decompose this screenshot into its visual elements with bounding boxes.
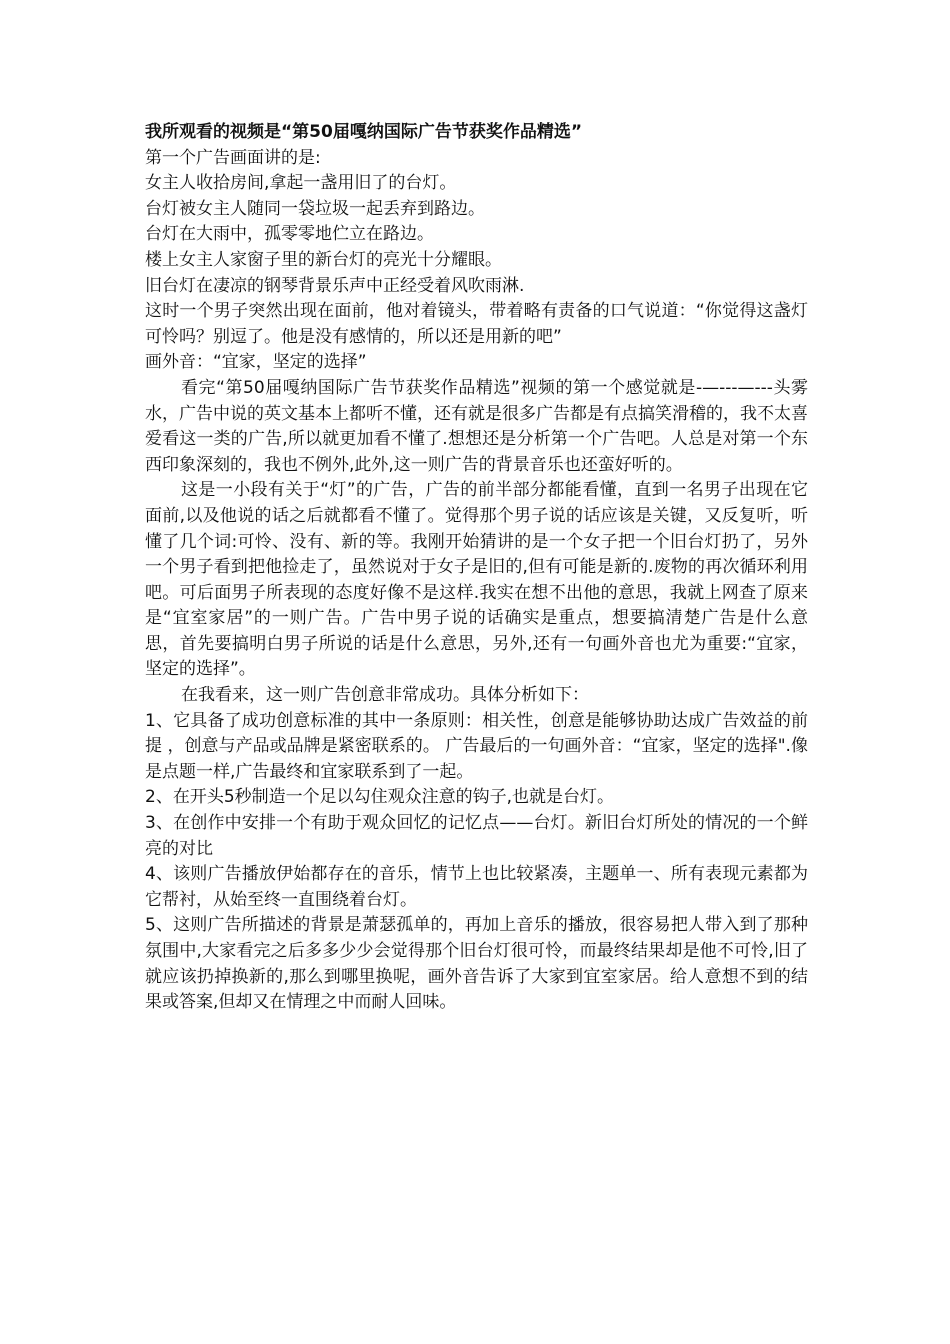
intro-line-8: 画外音：“宜家，坚定的选择” <box>145 352 367 373</box>
analysis-point-5: 5、这则广告所描述的背景是萧瑟孤单的，再加上音乐的播放，很容易把人带入到了那种氛围中,大家看完之后多多少少会觉得那个旧台灯很可怜，而最终结果却是他不可怜,旧了就应该扔掉换新的,那么到哪里换呢，画外音告诉了大家到宜室家居。给人意想不到的结果或答案,但却又在情理之中而耐人回味。 <box>145 915 808 1013</box>
intro-line-1: 第一个广告画面讲的是: <box>145 147 321 168</box>
intro-line-3: 台灯被女主人随同一袋垃圾一起丢弃到路边。 <box>145 198 485 219</box>
paragraph-analysis-intro: 在我看来，这一则广告创意非常成功。具体分析如下： <box>181 685 589 706</box>
intro-line-7: 这时一个男子突然出现在面前，他对着镜头，带着略有责备的口气说道：“你觉得这盏灯可怜吗？别逗了。他是没有感情的，所以还是用新的吧” <box>145 301 808 347</box>
document-title: 我所观看的视频是“第50届嘎纳国际广告节获奖作品精选” <box>145 122 583 142</box>
intro-line-2: 女主人收拾房间,拿起一盏用旧了的台灯。 <box>145 173 457 194</box>
intro-line-6: 旧台灯在凄凉的钢琴背景乐声中正经受着风吹雨淋. <box>145 275 525 296</box>
paragraph-first-impression: 看完“第50届嘎纳国际广告节获奖作品精选”视频的第一个感觉就是-—---—---头雾水，广告中说的英文基本上都听不懂，还有就是很多广告都是有点搞笑滑稽的，我不太喜爱看这一类的广告,所以就更加看不懂了.想想还是分析第一个广告吧。人总是对第一个东西印象深刻的，我也不例外,此外,这一则广告的背景音乐也还蛮好听的。 <box>145 377 808 475</box>
analysis-point-2: 2、在开头5秒制造一个足以勾住观众注意的钩子,也就是台灯。 <box>145 787 615 808</box>
intro-line-5: 楼上女主人家窗子里的新台灯的亮光十分耀眼。 <box>145 249 502 270</box>
analysis-point-1: 1、它具备了成功创意标准的其中一条原则：相关性，创意是能够协助达成广告效益的前提 ，创意与产品或品牌是紧密联系的。 广告最后的一句画外音：“宜家，坚定的选择".像是点题一样,广告最终和宜家联系到了一起。 <box>145 710 808 782</box>
analysis-point-3: 3、在创作中安排一个有助于观众回忆的记忆点——台灯。新旧台灯所处的情况的一个鲜亮的对比 <box>145 813 808 859</box>
paragraph-lamp-ad: 这是一小段有关于“灯”的广告，广告的前半部分都能看懂，直到一名男子出现在它面前,以及他说的话之后就都看不懂了。觉得那个男子说的话应该是关键，又反复听，听懂了几个词:可怜、没有、新的等。我刚开始猜讲的是一个女子把一个旧台灯扔了，另外一个男子看到把他捡走了，虽然说对于女子是旧的,但有可能是新的.废物的再次循环利用吧。可后面男子所表现的态度好像不是这样.我实在想不出他的意思，我就上网查了原来是“宜室家居”的一则广告。广告中男子说的话确实是重点，想要搞清楚广告是什么意思，首先要搞明白男子所说的话是什么意思，另外,还有一句画外音也尤为重要:“宜家，坚定的选择”。 <box>145 480 808 680</box>
analysis-point-4: 4、该则广告播放伊始都存在的音乐，情节上也比较紧凑，主题单一、所有表现元素都为它帮衬，从始至终一直围绕着台灯。 <box>145 864 808 910</box>
intro-line-4: 台灯在大雨中，孤零零地伫立在路边。 <box>145 224 434 245</box>
